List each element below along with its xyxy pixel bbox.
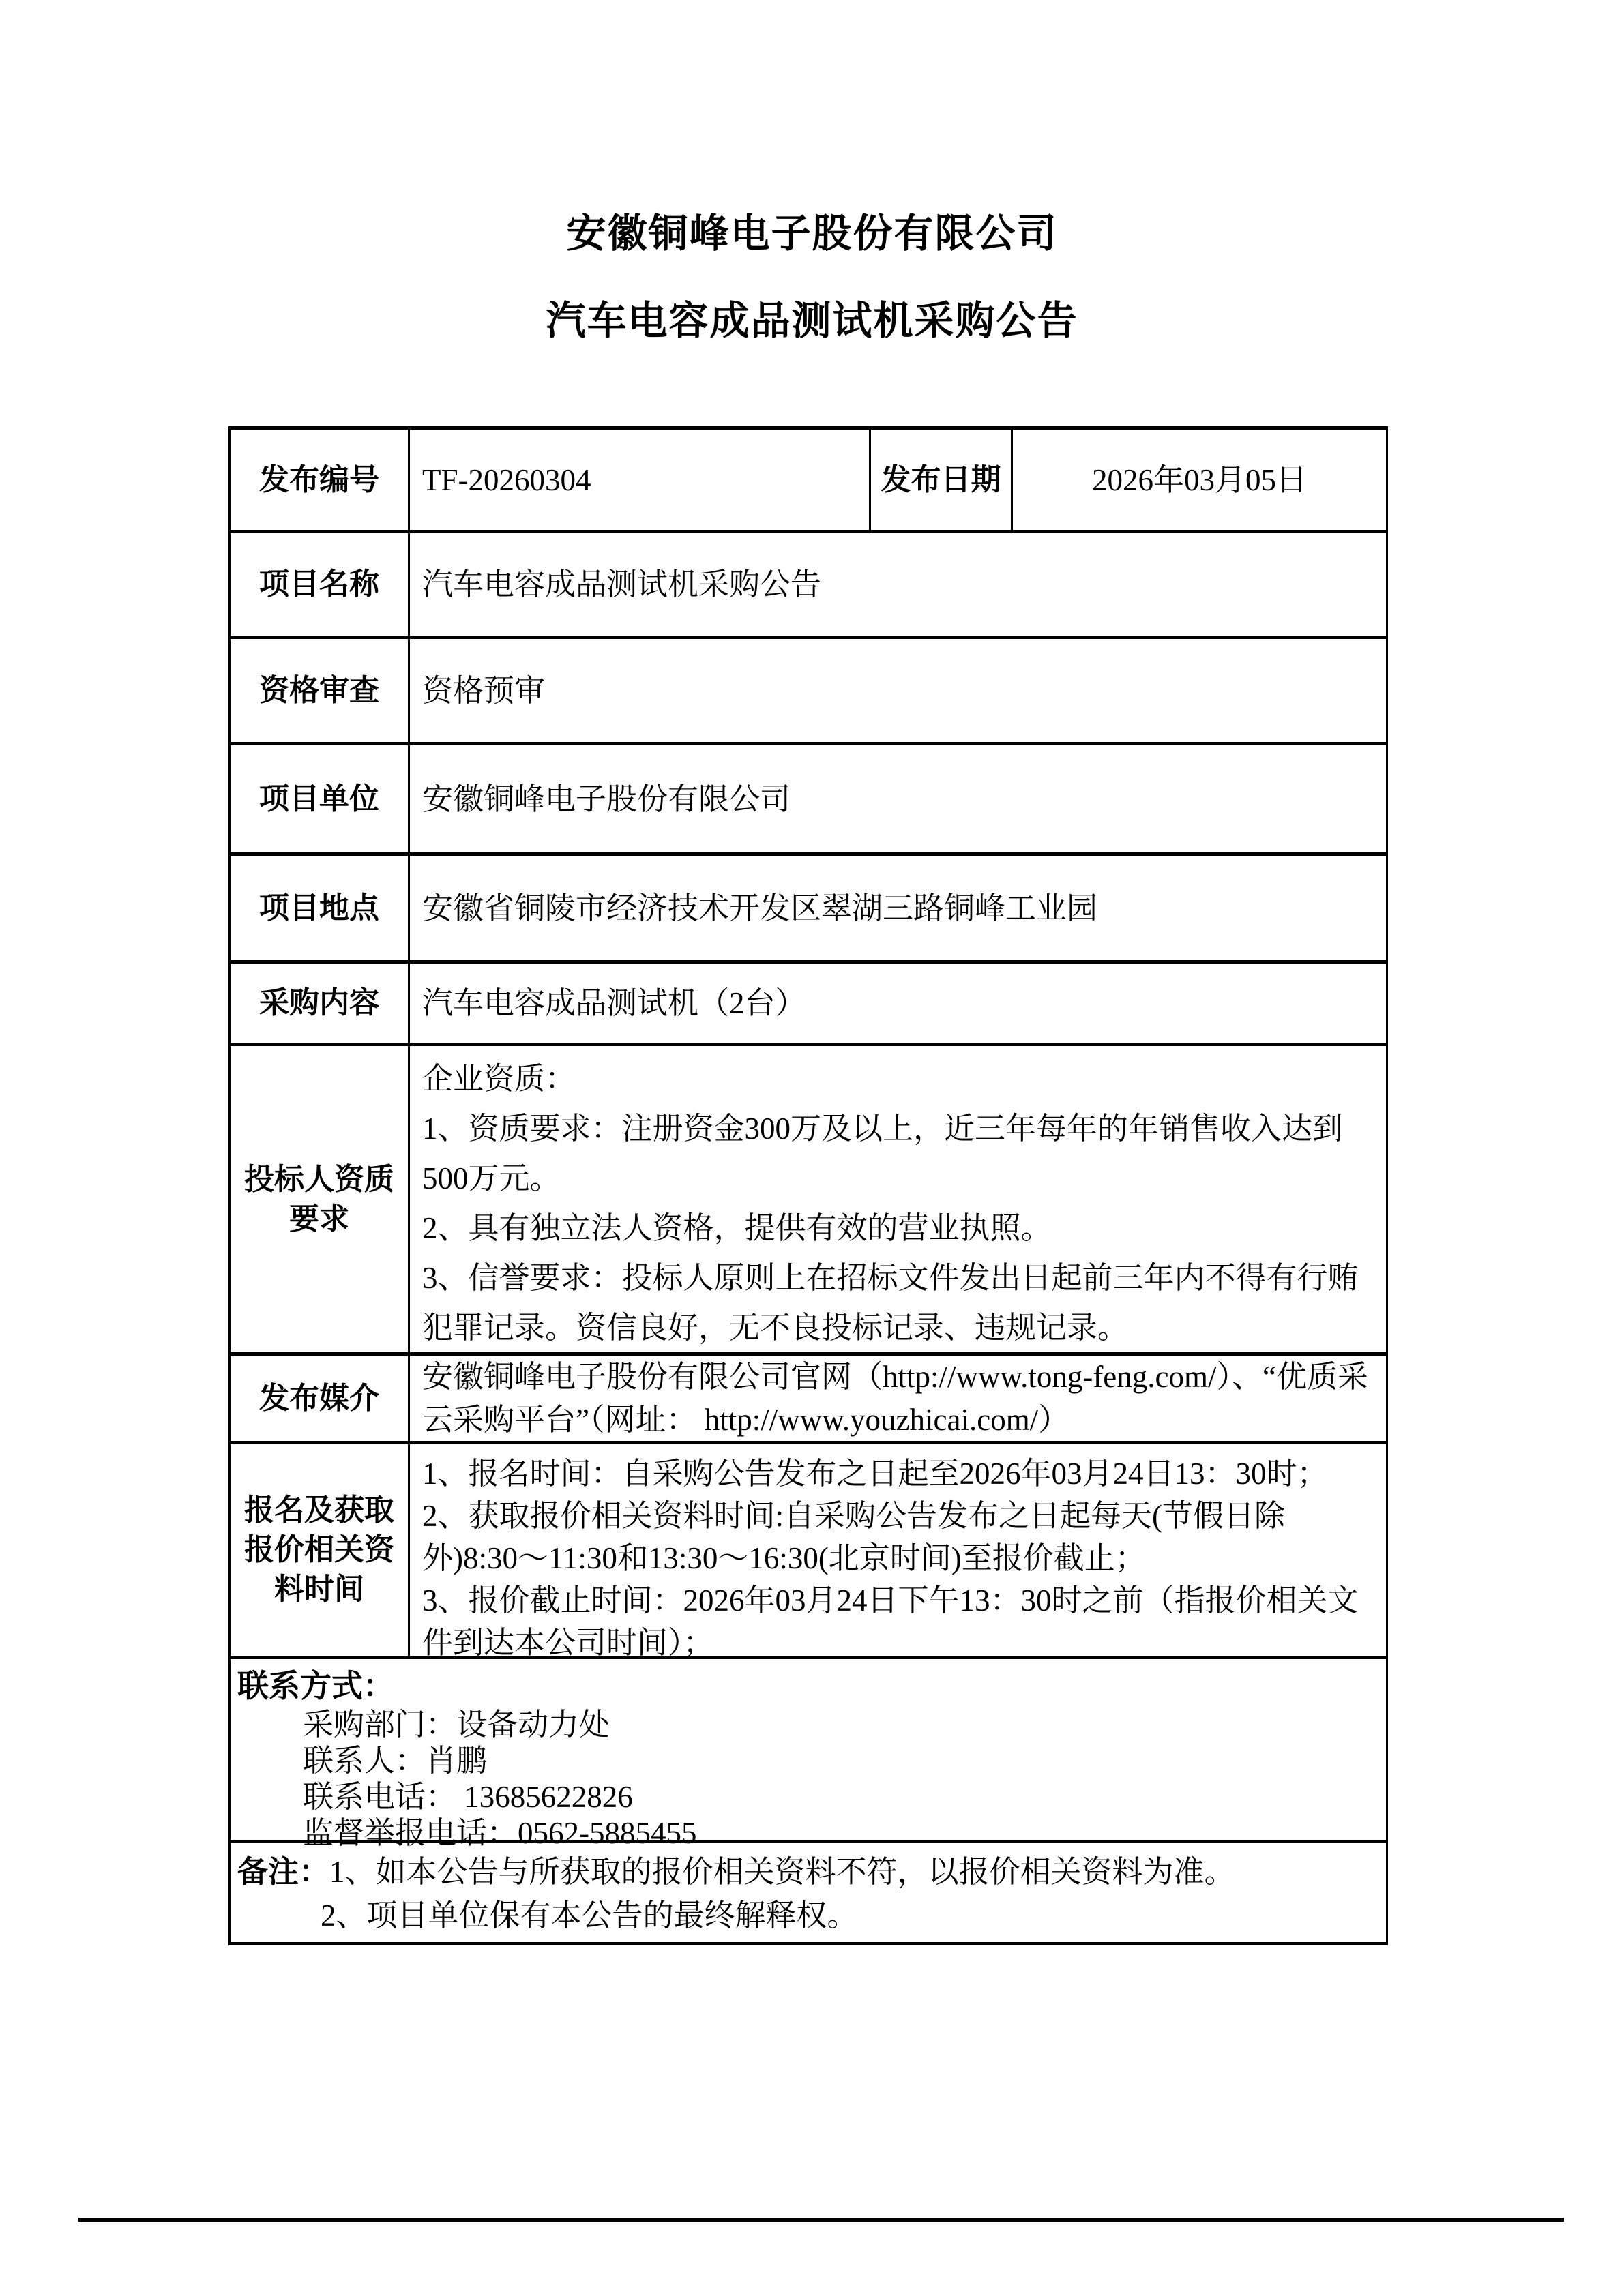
remarks-line-1	[237, 1850, 1376, 1894]
bidder-qualification-value	[408, 1046, 1386, 1352]
bidder-qualification-line: 企业资质：	[422, 1062, 576, 1096]
remarks-label: 备注：	[237, 1855, 330, 1889]
registration-time-line: 3、报价截止时间：2026年03月24日下午13：30时之前（指报价相关文件到达本公司时间）；	[422, 1583, 1359, 1660]
table-row-project-location	[231, 856, 1386, 964]
table-row-publish-media	[231, 1356, 1386, 1444]
publish-date-label: 发布日期	[869, 430, 1011, 530]
publish-no-label: 发布编号	[259, 462, 379, 496]
document-subtitle: 汽车电容成品测试机采购公告	[546, 299, 1078, 343]
project-location-label: 项目地点	[259, 891, 379, 925]
table-row-publish-no	[231, 430, 1386, 533]
bidder-qualification-line: 3、信誉要求：投标人原则上在招标文件发出日起前三年内不得有行贿犯罪记录。资信良好，无不良投标记录、违规记录。	[422, 1261, 1359, 1345]
remarks-cell	[231, 1843, 1386, 1942]
publish-date-value: 2026年03月05日	[1011, 430, 1386, 530]
remarks-line-2: 2、项目单位保有本公告的最终解释权。	[321, 1898, 858, 1933]
registration-time-line: 1、报名时间：自采购公告发布之日起至2026年03月24日13：30时；	[422, 1457, 1328, 1491]
bidder-qualification-label: 投标人资质要求	[244, 1162, 394, 1236]
contact-cell	[231, 1659, 1386, 1850]
procurement-content-label: 采购内容	[259, 986, 379, 1019]
remarks-text-1: 1、如本公告与所获取的报价相关资料不符，以报价相关资料为准。	[329, 1855, 1235, 1889]
project-unit-label: 项目单位	[259, 781, 379, 816]
table-row-registration-time	[231, 1444, 1386, 1659]
qualification-review-value: 资格预审	[408, 639, 1386, 742]
project-location-value: 安徽省铜陵市经济技术开发区翠湖三路铜峰工业园	[408, 856, 1386, 960]
table-row-project-name	[231, 533, 1386, 639]
contact-person: 联系人：肖鹏	[303, 1744, 488, 1778]
procurement-content-value: 汽车电容成品测试机（2台）	[408, 964, 1386, 1043]
table-row-remarks	[231, 1843, 1386, 1942]
table-row-qualification-review	[231, 639, 1386, 745]
registration-time-label: 报名及获取报价相关资料时间	[244, 1493, 394, 1606]
publish-media-label: 发布媒介	[259, 1381, 379, 1415]
table-row-project-unit	[231, 745, 1386, 856]
bidder-qualification-line: 2、具有独立法人资格，提供有效的营业执照。	[422, 1211, 1052, 1245]
project-name-value: 汽车电容成品测试机采购公告	[408, 533, 1386, 636]
document-title: 安徽铜峰电子股份有限公司	[566, 211, 1058, 256]
contact-phone: 联系电话： 13685622826	[303, 1780, 633, 1814]
registration-time-line: 2、获取报价相关资料时间:自采购公告发布之日起每天(节假日除外)8:30～11:30和13:30～16:30(北京时间)至报价截止；	[422, 1499, 1285, 1575]
registration-time-value	[408, 1444, 1386, 1660]
contact-heading: 联系方式：	[237, 1669, 394, 1703]
qualification-review-label: 资格审查	[259, 673, 379, 707]
contact-supervision-phone: 监督举报电话：0562-5885455	[303, 1816, 697, 1850]
project-name-label: 项目名称	[259, 567, 379, 601]
bidder-qualification-line: 1、资质要求：注册资金300万及以上，近三年每年的年销售收入达到500万元。	[422, 1112, 1344, 1195]
project-unit-value: 安徽铜峰电子股份有限公司	[408, 745, 1386, 852]
announcement-table	[228, 426, 1388, 1945]
footer-divider	[78, 2218, 1564, 2222]
table-row-bidder-qualification	[231, 1046, 1386, 1356]
publish-media-value: 安徽铜峰电子股份有限公司官网（http://www.tong-feng.com/）、“优质采云采购平台”（网址： http://www.youzhicai.com/）	[408, 1356, 1386, 1441]
publish-no-value: TF-20260304	[408, 430, 869, 530]
table-row-procurement-content	[231, 964, 1386, 1046]
table-row-contact	[231, 1659, 1386, 1850]
contact-department: 采购部门：设备动力处	[303, 1708, 610, 1742]
